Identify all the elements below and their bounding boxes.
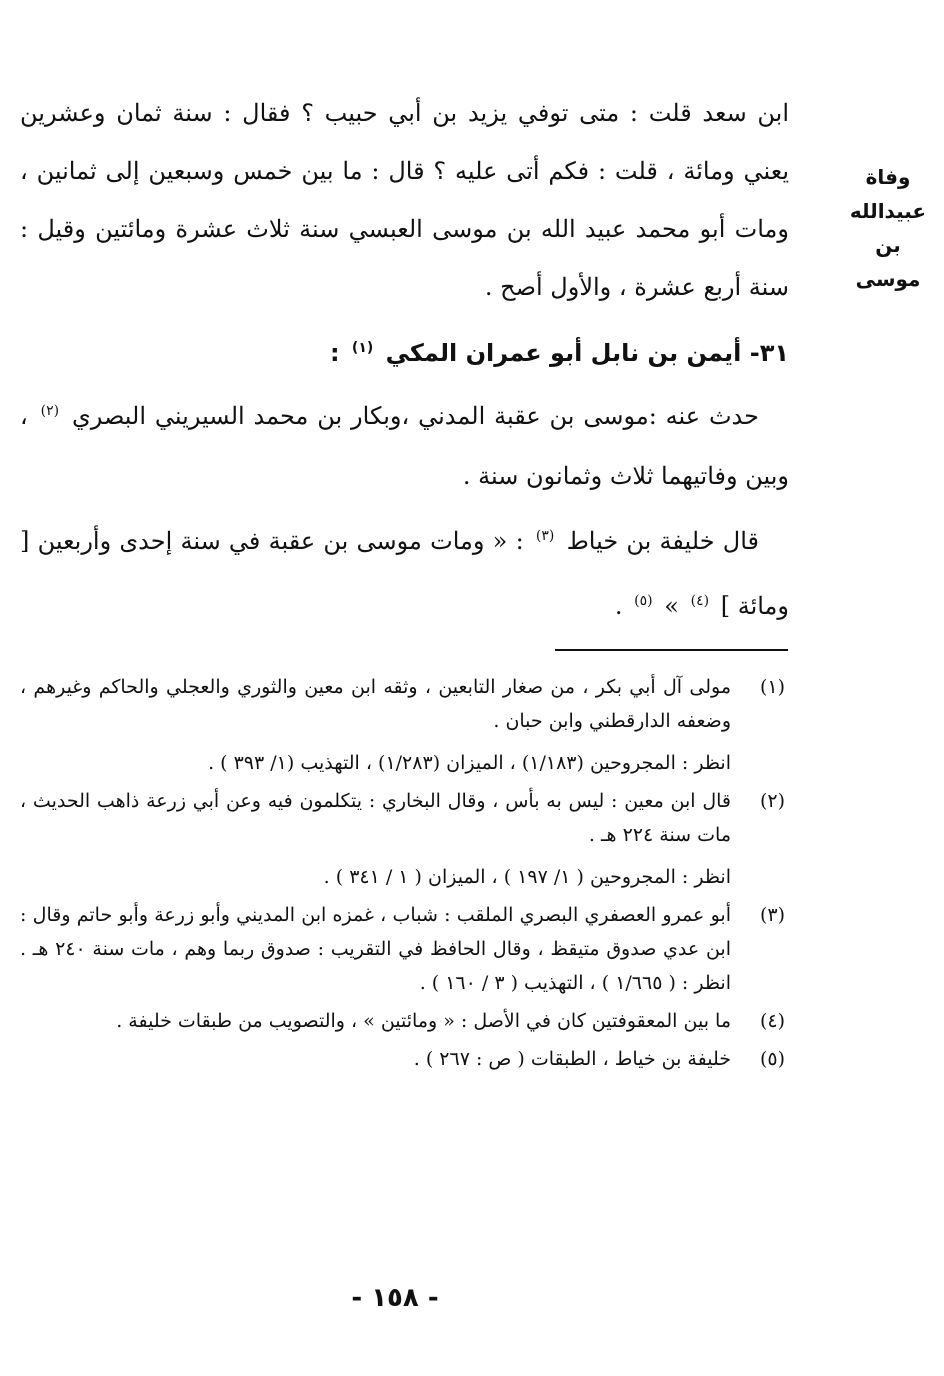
footnote-number: (٤) — [759, 1010, 785, 1032]
paragraph-3 — [20, 506, 789, 636]
footnote-ref: (٢) — [40, 403, 60, 419]
footnote-text: قال ابن معين : ليس به بأس ، وقال البخاري : يتكلمون فيه وعن أبي زرعة ذاهب الحديث ، مات سنة ٢٢٤ هـ . — [20, 790, 731, 846]
footnote — [20, 898, 789, 1000]
footnote-body — [20, 784, 731, 894]
footnote-text: أبو عمرو العصفري البصري الملقب : شباب ، غمزه ابن المديني وأبو زرعة وأبو حاتم وقال : ابن عدي صدوق متيقظ ، وقال الحافظ في التقريب : صدوق ربما وهم ، مات سنة ٢٤٠ هـ . انظر : ( ١/٦٦٥ ) ، التهذيب ( ٣ / ١٦٠ ) . — [20, 904, 731, 994]
footnote-text: مولى آل أبي بكر ، من صغار التابعين ، وثقه ابن معين والثوري والعجلي والحاكم وغيرهم ، وضعفه الدارقطني وابن حبان . — [20, 676, 731, 732]
paragraph-3-close: » — [664, 592, 679, 620]
margin-note-line: وفاة — [865, 165, 911, 189]
entry-heading — [20, 326, 789, 375]
footnote-body — [20, 898, 731, 1000]
footnote-number: (٥) — [759, 1048, 785, 1070]
footnote-separator — [555, 649, 788, 651]
footnote-number: (٢) — [759, 790, 785, 812]
margin-note-line: موسى — [855, 267, 921, 291]
footnote-ref: (٤) — [690, 593, 710, 609]
footnote — [20, 784, 789, 894]
margin-note — [838, 160, 938, 296]
footnote-body — [20, 1004, 731, 1038]
paragraph-3-end: . — [614, 592, 623, 620]
paragraph-1: ابن سعد قلت : متى توفي يزيد بن أبي حبيب ؟ فقال : سنة ثمان وعشرين يعني ومائة ، قلت : فكم أتى عليه ؟ قال : ما بين خمس وسبعين إلى ثمانين ، ومات أبو محمد عبيد الله بن موسى العبسي سنة ثلاث عشرة ومائتين وقيل : سنة أربع عشرة ، والأول أصح . — [20, 99, 790, 301]
paragraph-3-quote: : « ومات موسى بن عقبة في سنة إحدى وأربعين [ ومائة ] — [20, 527, 789, 620]
paragraph-2-tail: ، وبين وفاتيهما ثلاث وثمانون سنة . — [20, 402, 789, 490]
footnote-text: خليفة بن خياط ، الطبقات ( ص : ٢٦٧ ) . — [413, 1048, 731, 1070]
footnote-ref: (١) — [351, 340, 374, 356]
paragraph-3-text: قال خليفة بن خياط — [566, 527, 759, 555]
footnote-number: (٣) — [759, 904, 785, 926]
footnote-reference: انظر : المجروحين ( ١/ ١٩٧ ) ، الميزان ( ١ / ٣٤١ ) . — [323, 866, 731, 888]
footnote — [20, 670, 789, 780]
footnotes — [20, 670, 789, 1080]
paragraph-2 — [20, 381, 789, 506]
entry-heading-colon: : — [329, 339, 340, 367]
footnote — [20, 1042, 789, 1076]
page-number: - ١٥٨ - — [351, 1283, 439, 1313]
footnote-body — [20, 670, 731, 780]
entry-heading-text: ٣١- أيمن بن نابل أبو عمران المكي — [385, 339, 789, 367]
margin-note-line: عبيدالله بن — [849, 199, 927, 257]
footnote-number: (١) — [759, 676, 785, 698]
main-text — [20, 84, 789, 636]
footnote-ref: (٥) — [634, 593, 653, 609]
footnote-text: ما بين المعقوفتين كان في الأصل : « ومائتين » ، والتصويب من طبقات خليفة . — [116, 1010, 731, 1032]
footnote — [20, 1004, 789, 1038]
footnote-body — [20, 1042, 731, 1076]
paragraph-2-text: حدث عنه :موسى بن عقبة المدني ،وبكار بن محمد السيريني البصري — [71, 402, 759, 430]
footnote-ref: (٣) — [535, 528, 555, 544]
footnote-reference: انظر : المجروحين (١/١٨٣) ، الميزان (١/٢٨٣) ، التهذيب (١/ ٣٩٣ ) . — [208, 752, 731, 774]
